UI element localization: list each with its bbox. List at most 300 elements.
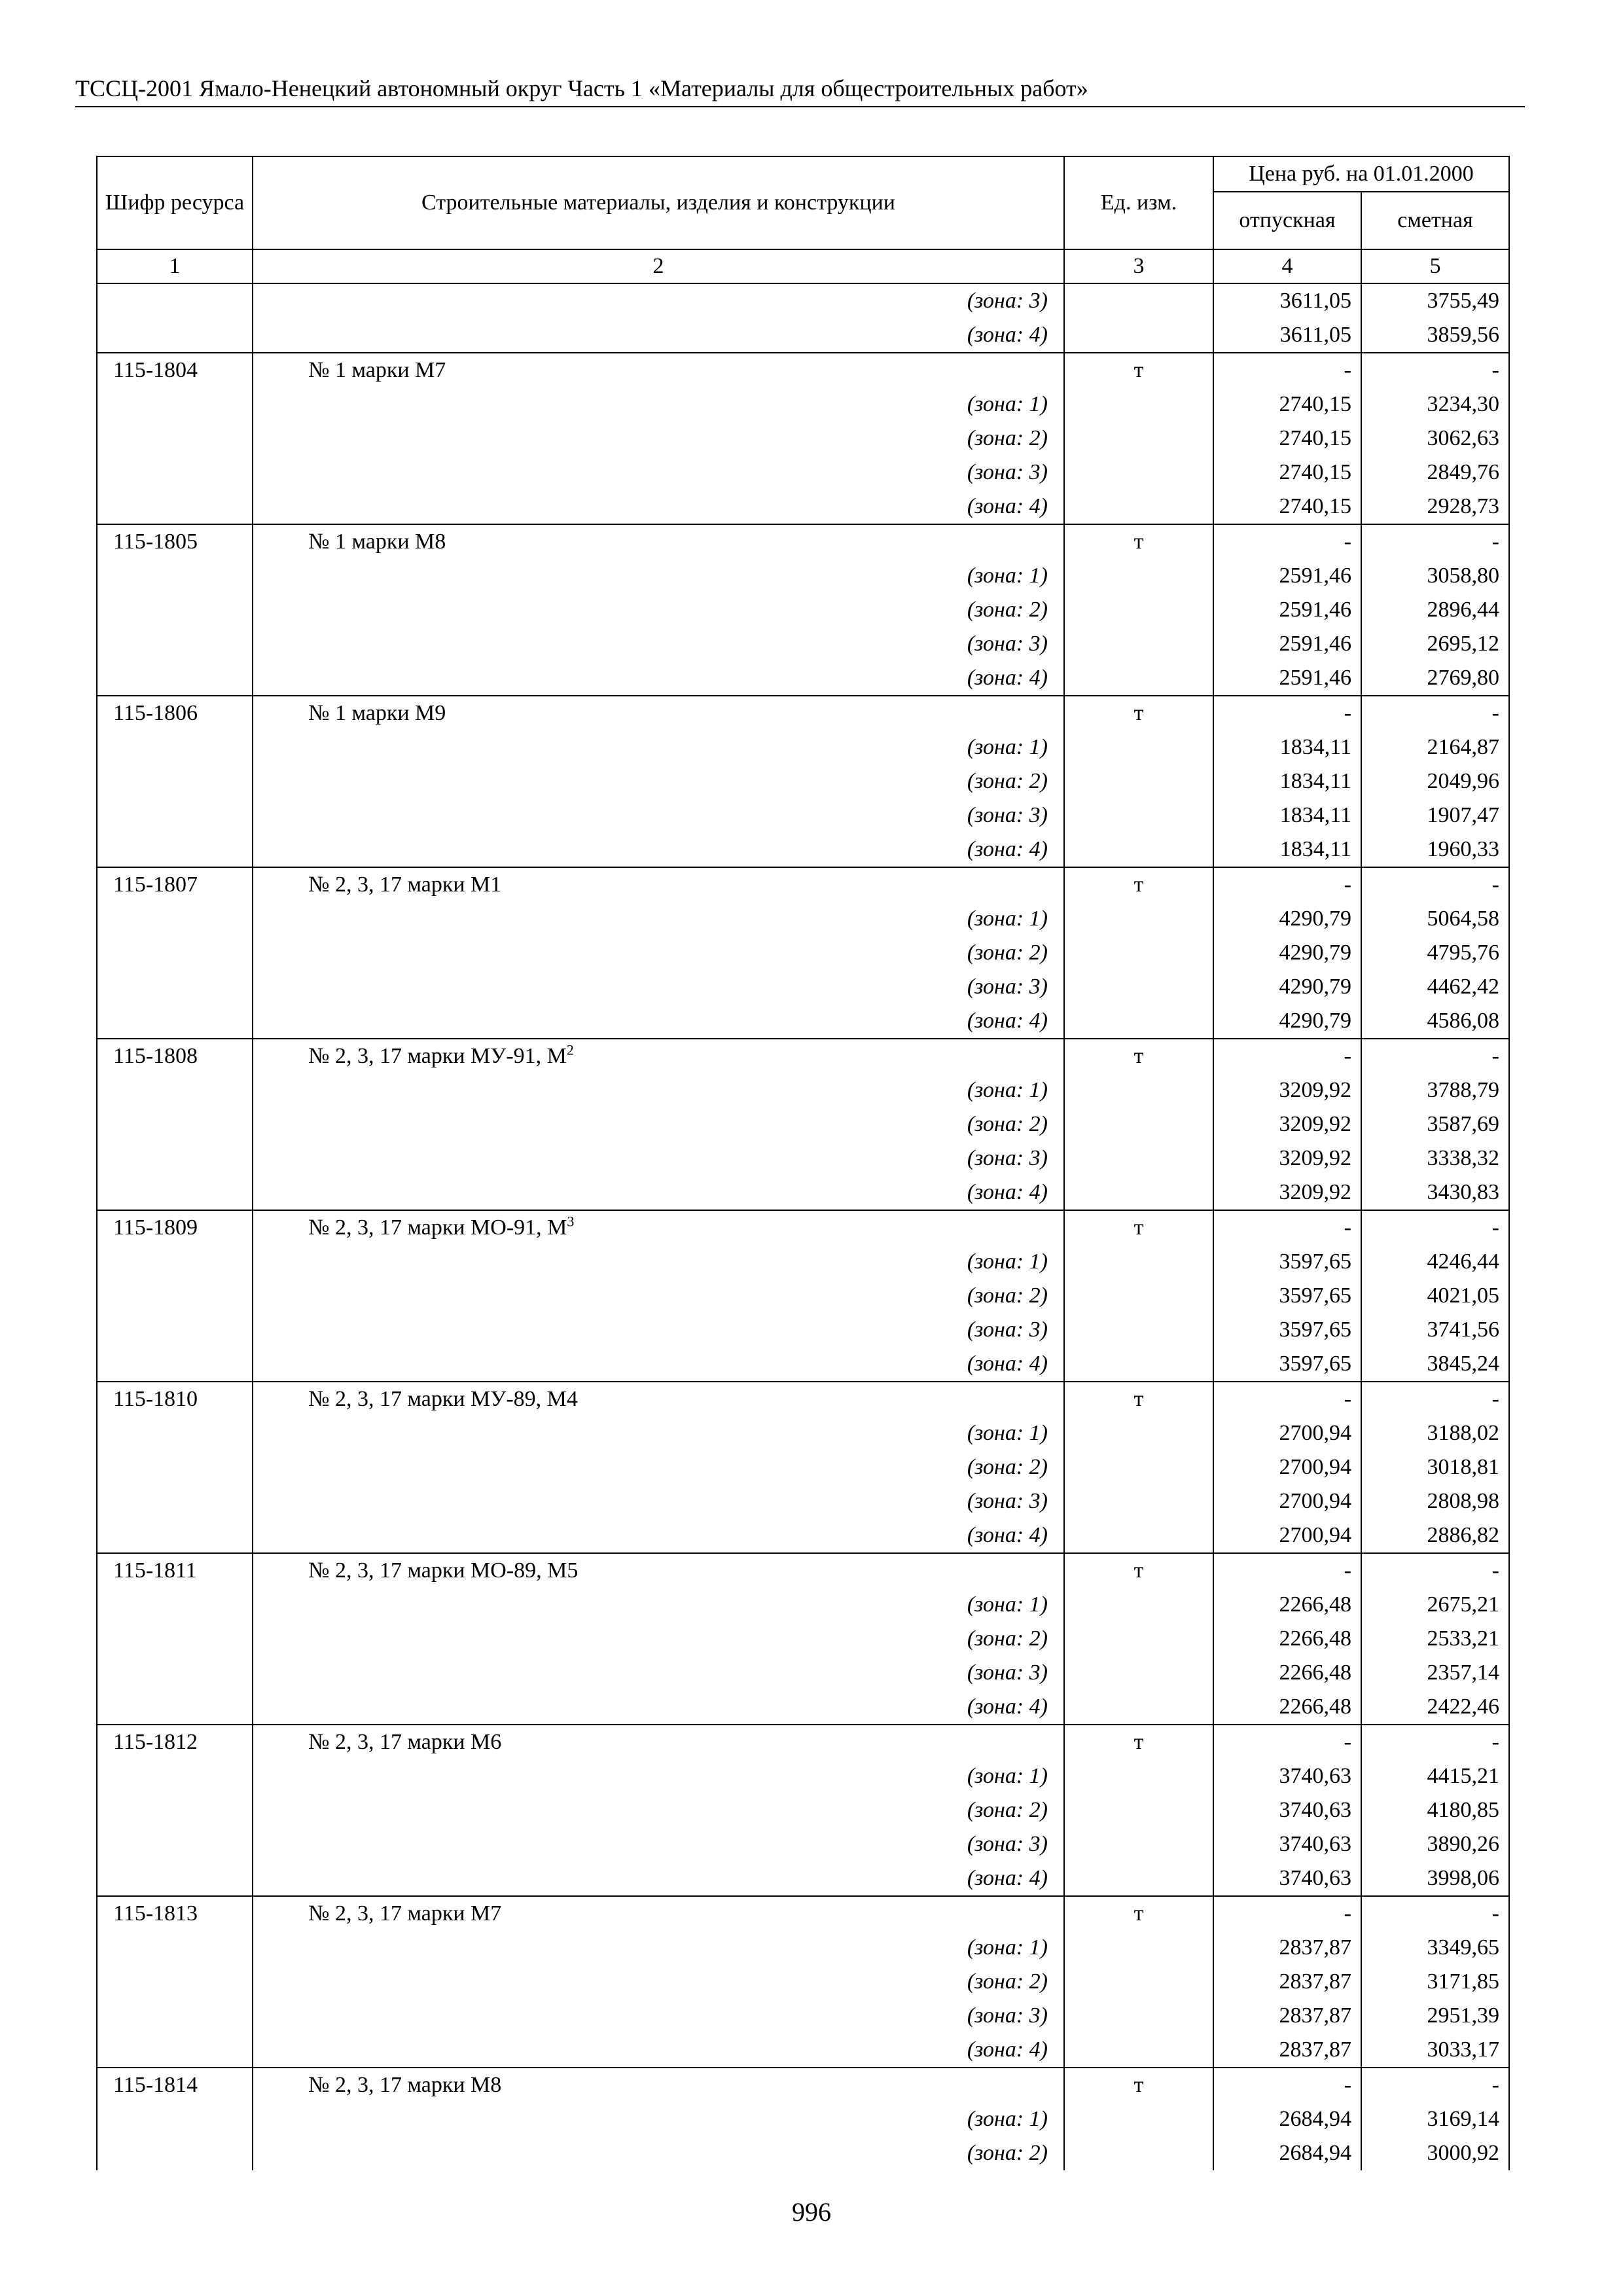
- unit-empty: [1064, 283, 1213, 318]
- unit-empty: [1064, 1175, 1213, 1210]
- unit-empty: [1064, 1793, 1213, 1827]
- zone-row: [97, 936, 1509, 970]
- zone-row: [97, 1793, 1509, 1827]
- zone-label: (зона: 3): [253, 1141, 1064, 1175]
- zone-row: [97, 833, 1509, 867]
- release-price: 3597,65: [1213, 1347, 1361, 1382]
- zone-label: (зона: 3): [253, 283, 1064, 318]
- table-row: [97, 1896, 1509, 1931]
- zone-label: (зона: 2): [253, 764, 1064, 798]
- resource-code-empty: [97, 1861, 253, 1896]
- zone-row: [97, 1416, 1509, 1450]
- zone-label: (зона: 2): [253, 936, 1064, 970]
- zone-label: (зона: 4): [253, 833, 1064, 867]
- zone-label: (зона: 4): [253, 490, 1064, 524]
- release-price: 2700,94: [1213, 1416, 1361, 1450]
- material-name: [253, 2068, 1064, 2102]
- col-number: 4: [1213, 249, 1361, 283]
- release-price: -: [1213, 1553, 1361, 1588]
- release-price: 3740,63: [1213, 1861, 1361, 1896]
- resource-code-empty: [97, 1004, 253, 1039]
- unit-empty: [1064, 730, 1213, 764]
- release-price: -: [1213, 696, 1361, 730]
- resource-code-empty: [97, 970, 253, 1004]
- zone-row: [97, 764, 1509, 798]
- estimate-price: -: [1361, 1210, 1509, 1245]
- price-table-wrapper: [96, 156, 1508, 2170]
- unit-empty: [1064, 456, 1213, 490]
- zone-label: (зона: 3): [253, 798, 1064, 833]
- zone-row: [97, 1245, 1509, 1279]
- resource-code-empty: [97, 1141, 253, 1175]
- release-price: 2740,15: [1213, 387, 1361, 422]
- unit-empty: [1064, 1245, 1213, 1279]
- zone-row: [97, 490, 1509, 524]
- zone-label: (зона: 1): [253, 2102, 1064, 2136]
- release-price: 2266,48: [1213, 1588, 1361, 1622]
- resource-code-empty: [97, 1690, 253, 1725]
- estimate-price: 1960,33: [1361, 833, 1509, 867]
- zone-label: (зона: 3): [253, 1827, 1064, 1861]
- resource-code-empty: [97, 593, 253, 627]
- unit-empty: [1064, 1313, 1213, 1347]
- release-price: -: [1213, 1896, 1361, 1931]
- zone-label: (зона: 1): [253, 1588, 1064, 1622]
- zone-row: [97, 1965, 1509, 1999]
- estimate-price: 2422,46: [1361, 1690, 1509, 1725]
- estimate-price: 4586,08: [1361, 1004, 1509, 1039]
- estimate-price: 2808,98: [1361, 1484, 1509, 1518]
- estimate-price: -: [1361, 353, 1509, 387]
- unit-empty: [1064, 936, 1213, 970]
- resource-code-empty: [97, 387, 253, 422]
- release-price: 2837,87: [1213, 1931, 1361, 1965]
- zone-row: [97, 1518, 1509, 1553]
- resource-code-empty: [97, 559, 253, 593]
- resource-code-empty: [97, 283, 253, 318]
- release-price: -: [1213, 2068, 1361, 2102]
- release-price: 2700,94: [1213, 1450, 1361, 1484]
- release-price: -: [1213, 524, 1361, 559]
- estimate-price: 3845,24: [1361, 1347, 1509, 1382]
- estimate-price: 3338,32: [1361, 1141, 1509, 1175]
- unit-empty: [1064, 1141, 1213, 1175]
- estimate-price: 3171,85: [1361, 1965, 1509, 1999]
- release-price: 4290,79: [1213, 1004, 1361, 1039]
- col-header-price: Цена руб. на 01.01.2000: [1213, 156, 1509, 192]
- resource-code: 115-1808: [97, 1039, 253, 1073]
- zone-label: (зона: 1): [253, 1073, 1064, 1107]
- resource-code-empty: [97, 456, 253, 490]
- resource-code: 115-1812: [97, 1725, 253, 1759]
- resource-code-empty: [97, 1484, 253, 1518]
- unit-empty: [1064, 1004, 1213, 1039]
- estimate-price: -: [1361, 1896, 1509, 1931]
- release-price: 2684,94: [1213, 2136, 1361, 2170]
- zone-row: [97, 593, 1509, 627]
- zone-row: [97, 422, 1509, 456]
- unit-empty: [1064, 2102, 1213, 2136]
- zone-row: [97, 1279, 1509, 1313]
- estimate-price: 3998,06: [1361, 1861, 1509, 1896]
- resource-code-empty: [97, 902, 253, 936]
- estimate-price: 1907,47: [1361, 798, 1509, 833]
- release-price: 2740,15: [1213, 490, 1361, 524]
- estimate-price: 2049,96: [1361, 764, 1509, 798]
- resource-code: 115-1806: [97, 696, 253, 730]
- material-name-text: № 2, 3, 17 марки МО-89, М5: [308, 1558, 579, 1583]
- resource-code-empty: [97, 318, 253, 353]
- resource-code-empty: [97, 1450, 253, 1484]
- zone-row: [97, 283, 1509, 318]
- release-price: 2591,46: [1213, 627, 1361, 661]
- col-number: 3: [1064, 249, 1213, 283]
- unit-empty: [1064, 2033, 1213, 2068]
- resource-code-empty: [97, 1622, 253, 1656]
- resource-code: 115-1804: [97, 353, 253, 387]
- estimate-price: 3741,56: [1361, 1313, 1509, 1347]
- resource-code: 115-1809: [97, 1210, 253, 1245]
- resource-code-empty: [97, 627, 253, 661]
- unit-cell: т: [1064, 353, 1213, 387]
- zone-row: [97, 1588, 1509, 1622]
- release-price: -: [1213, 1382, 1361, 1416]
- release-price: 3209,92: [1213, 1073, 1361, 1107]
- unit-cell: т: [1064, 867, 1213, 902]
- zone-row: [97, 1690, 1509, 1725]
- material-name: [253, 1553, 1064, 1588]
- price-table: [96, 156, 1510, 2170]
- estimate-price: 3430,83: [1361, 1175, 1509, 1210]
- material-name: [253, 696, 1064, 730]
- zone-row: [97, 1347, 1509, 1382]
- zone-row: [97, 1141, 1509, 1175]
- unit-empty: [1064, 593, 1213, 627]
- zone-label: (зона: 2): [253, 593, 1064, 627]
- unit-empty: [1064, 627, 1213, 661]
- unit-empty: [1064, 387, 1213, 422]
- page-header: ТССЦ-2001 Ямало-Ненецкий автономный округ Часть 1 «Материалы для общестроительных работ»: [75, 72, 1525, 107]
- material-name: [253, 1039, 1064, 1073]
- col-header-name: Строительные материалы, изделия и конструкции: [253, 156, 1064, 249]
- estimate-price: 2164,87: [1361, 730, 1509, 764]
- estimate-price: 3349,65: [1361, 1931, 1509, 1965]
- zone-label: (зона: 3): [253, 970, 1064, 1004]
- unit-empty: [1064, 1656, 1213, 1690]
- resource-code-empty: [97, 1965, 253, 1999]
- zone-label: (зона: 1): [253, 559, 1064, 593]
- estimate-price: -: [1361, 1553, 1509, 1588]
- resource-code-empty: [97, 1518, 253, 1553]
- material-name-text: № 1 марки М9: [308, 701, 446, 725]
- unit-empty: [1064, 1759, 1213, 1793]
- zone-row: [97, 1450, 1509, 1484]
- resource-code-empty: [97, 2102, 253, 2136]
- material-name: [253, 1896, 1064, 1931]
- release-price: 2684,94: [1213, 2102, 1361, 2136]
- resource-code-empty: [97, 1347, 253, 1382]
- zone-label: (зона: 4): [253, 1861, 1064, 1896]
- unit-empty: [1064, 1279, 1213, 1313]
- zone-label: (зона: 4): [253, 318, 1064, 353]
- zone-row: [97, 1861, 1509, 1896]
- zone-label: (зона: 4): [253, 2033, 1064, 2068]
- zone-row: [97, 1107, 1509, 1141]
- zone-label: (зона: 1): [253, 1931, 1064, 1965]
- unit-empty: [1064, 1073, 1213, 1107]
- col-header-estimate: сметная: [1361, 192, 1509, 249]
- material-name-text: № 2, 3, 17 марки М6: [308, 1730, 502, 1754]
- release-price: -: [1213, 1039, 1361, 1073]
- zone-row: [97, 798, 1509, 833]
- estimate-price: 3000,92: [1361, 2136, 1509, 2170]
- resource-code-empty: [97, 833, 253, 867]
- resource-code-empty: [97, 1279, 253, 1313]
- unit-empty: [1064, 318, 1213, 353]
- zone-label: (зона: 1): [253, 1759, 1064, 1793]
- table-row: [97, 2068, 1509, 2102]
- table-row: [97, 867, 1509, 902]
- release-price: 1834,11: [1213, 833, 1361, 867]
- zone-label: (зона: 3): [253, 627, 1064, 661]
- zone-row: [97, 1073, 1509, 1107]
- zone-row: [97, 1656, 1509, 1690]
- zone-label: (зона: 2): [253, 1279, 1064, 1313]
- estimate-price: 2849,76: [1361, 456, 1509, 490]
- estimate-price: 4415,21: [1361, 1759, 1509, 1793]
- unit-empty: [1064, 661, 1213, 696]
- resource-code-empty: [97, 2136, 253, 2170]
- resource-code-empty: [97, 1999, 253, 2033]
- release-price: 2740,15: [1213, 422, 1361, 456]
- resource-code-empty: [97, 764, 253, 798]
- zone-row: [97, 1484, 1509, 1518]
- release-price: 1834,11: [1213, 730, 1361, 764]
- resource-code: 115-1807: [97, 867, 253, 902]
- zone-row: [97, 1999, 1509, 2033]
- release-price: -: [1213, 353, 1361, 387]
- unit-cell: т: [1064, 1382, 1213, 1416]
- unit-empty: [1064, 1999, 1213, 2033]
- zone-label: (зона: 4): [253, 661, 1064, 696]
- table-row: [97, 696, 1509, 730]
- table-row: [97, 1382, 1509, 1416]
- zone-label: (зона: 2): [253, 1965, 1064, 1999]
- estimate-price: 3890,26: [1361, 1827, 1509, 1861]
- estimate-price: 3033,17: [1361, 2033, 1509, 2068]
- unit-empty: [1064, 1622, 1213, 1656]
- zone-label: (зона: 2): [253, 1793, 1064, 1827]
- unit-cell: т: [1064, 2068, 1213, 2102]
- release-price: 3740,63: [1213, 1759, 1361, 1793]
- zone-label: (зона: 2): [253, 1622, 1064, 1656]
- zone-row: [97, 1313, 1509, 1347]
- estimate-price: 3058,80: [1361, 559, 1509, 593]
- release-price: 3597,65: [1213, 1313, 1361, 1347]
- estimate-price: -: [1361, 867, 1509, 902]
- release-price: 3611,05: [1213, 318, 1361, 353]
- unit-empty: [1064, 1416, 1213, 1450]
- resource-code: 115-1814: [97, 2068, 253, 2102]
- unit-cell: т: [1064, 1725, 1213, 1759]
- zone-row: [97, 730, 1509, 764]
- table-row: [97, 524, 1509, 559]
- zone-label: (зона: 3): [253, 1313, 1064, 1347]
- zone-row: [97, 456, 1509, 490]
- zone-label: (зона: 4): [253, 1690, 1064, 1725]
- resource-code-empty: [97, 1793, 253, 1827]
- release-price: -: [1213, 867, 1361, 902]
- zone-label: (зона: 3): [253, 1656, 1064, 1690]
- release-price: 2700,94: [1213, 1518, 1361, 1553]
- estimate-price: 3788,79: [1361, 1073, 1509, 1107]
- estimate-price: 3018,81: [1361, 1450, 1509, 1484]
- estimate-price: 3188,02: [1361, 1416, 1509, 1450]
- material-name-text: № 1 марки М7: [308, 358, 446, 382]
- resource-code-empty: [97, 1827, 253, 1861]
- estimate-price: -: [1361, 1039, 1509, 1073]
- unit-empty: [1064, 1450, 1213, 1484]
- release-price: 4290,79: [1213, 936, 1361, 970]
- estimate-price: 3859,56: [1361, 318, 1509, 353]
- resource-code-empty: [97, 661, 253, 696]
- unit-empty: [1064, 833, 1213, 867]
- material-name: [253, 353, 1064, 387]
- col-number: 1: [97, 249, 253, 283]
- col-header-release: отпускная: [1213, 192, 1361, 249]
- unit-cell: т: [1064, 524, 1213, 559]
- resource-code-empty: [97, 1931, 253, 1965]
- estimate-price: 2357,14: [1361, 1656, 1509, 1690]
- material-name: [253, 1725, 1064, 1759]
- zone-row: [97, 1004, 1509, 1039]
- resource-code-empty: [97, 422, 253, 456]
- estimate-price: -: [1361, 1725, 1509, 1759]
- col-header-code: Шифр ресурса: [97, 156, 253, 249]
- estimate-price: 3234,30: [1361, 387, 1509, 422]
- material-name-text: № 2, 3, 17 марки М7: [308, 1901, 502, 1926]
- release-price: 2591,46: [1213, 593, 1361, 627]
- material-name: [253, 867, 1064, 902]
- unit-cell: т: [1064, 696, 1213, 730]
- resource-code-empty: [97, 1656, 253, 1690]
- unit-cell: т: [1064, 1896, 1213, 1931]
- resource-code-empty: [97, 1313, 253, 1347]
- zone-label: (зона: 1): [253, 1416, 1064, 1450]
- zone-row: [97, 1759, 1509, 1793]
- unit-empty: [1064, 1484, 1213, 1518]
- zone-row: [97, 2102, 1509, 2136]
- estimate-price: 2675,21: [1361, 1588, 1509, 1622]
- zone-label: (зона: 4): [253, 1347, 1064, 1382]
- release-price: 3209,92: [1213, 1175, 1361, 1210]
- zone-label: (зона: 4): [253, 1518, 1064, 1553]
- zone-label: (зона: 3): [253, 1999, 1064, 2033]
- zone-label: (зона: 2): [253, 1107, 1064, 1141]
- unit-cell: т: [1064, 1553, 1213, 1588]
- release-price: 2591,46: [1213, 661, 1361, 696]
- estimate-price: 3587,69: [1361, 1107, 1509, 1141]
- zone-row: [97, 559, 1509, 593]
- release-price: 3611,05: [1213, 283, 1361, 318]
- footnote-mark: 3: [567, 1213, 575, 1230]
- material-name-text: № 1 марки М8: [308, 529, 446, 554]
- material-name: [253, 1382, 1064, 1416]
- estimate-price: -: [1361, 2068, 1509, 2102]
- resource-code: 115-1813: [97, 1896, 253, 1931]
- estimate-price: 4180,85: [1361, 1793, 1509, 1827]
- release-price: 3209,92: [1213, 1141, 1361, 1175]
- zone-row: [97, 318, 1509, 353]
- release-price: 2837,87: [1213, 2033, 1361, 2068]
- zone-row: [97, 970, 1509, 1004]
- resource-code-empty: [97, 2033, 253, 2068]
- material-name-text: № 2, 3, 17 марки М8: [308, 2073, 502, 2097]
- zone-label: (зона: 2): [253, 1450, 1064, 1484]
- col-number: 2: [253, 249, 1064, 283]
- zone-row: [97, 902, 1509, 936]
- estimate-price: 4462,42: [1361, 970, 1509, 1004]
- zone-label: (зона: 3): [253, 456, 1064, 490]
- table-row: [97, 1210, 1509, 1245]
- release-price: 2266,48: [1213, 1656, 1361, 1690]
- zone-label: (зона: 1): [253, 387, 1064, 422]
- zone-row: [97, 1931, 1509, 1965]
- resource-code-empty: [97, 1759, 253, 1793]
- zone-label: (зона: 1): [253, 730, 1064, 764]
- estimate-price: 2951,39: [1361, 1999, 1509, 2033]
- estimate-price: 2896,44: [1361, 593, 1509, 627]
- resource-code-empty: [97, 1588, 253, 1622]
- release-price: 3597,65: [1213, 1279, 1361, 1313]
- unit-empty: [1064, 422, 1213, 456]
- unit-empty: [1064, 1518, 1213, 1553]
- release-price: -: [1213, 1210, 1361, 1245]
- unit-empty: [1064, 1965, 1213, 1999]
- material-name-text: № 2, 3, 17 марки М1: [308, 872, 502, 897]
- release-price: 4290,79: [1213, 902, 1361, 936]
- release-price: 4290,79: [1213, 970, 1361, 1004]
- zone-row: [97, 2136, 1509, 2170]
- unit-empty: [1064, 764, 1213, 798]
- material-name-text: № 2, 3, 17 марки МО-91, М: [308, 1215, 567, 1240]
- estimate-price: -: [1361, 696, 1509, 730]
- table-row: [97, 1039, 1509, 1073]
- zone-label: (зона: 1): [253, 902, 1064, 936]
- table-row: [97, 1725, 1509, 1759]
- estimate-price: 4021,05: [1361, 1279, 1509, 1313]
- zone-label: (зона: 3): [253, 1484, 1064, 1518]
- table-body: [97, 283, 1509, 2170]
- resource-code-empty: [97, 730, 253, 764]
- release-price: 2740,15: [1213, 456, 1361, 490]
- release-price: 2700,94: [1213, 1484, 1361, 1518]
- unit-cell: т: [1064, 1210, 1213, 1245]
- unit-empty: [1064, 1931, 1213, 1965]
- resource-code: 115-1805: [97, 524, 253, 559]
- estimate-price: -: [1361, 1382, 1509, 1416]
- unit-empty: [1064, 798, 1213, 833]
- resource-code-empty: [97, 1245, 253, 1279]
- unit-cell: т: [1064, 1039, 1213, 1073]
- col-header-unit: Ед. изм.: [1064, 156, 1213, 249]
- unit-empty: [1064, 1347, 1213, 1382]
- zone-label: (зона: 2): [253, 422, 1064, 456]
- estimate-price: 4795,76: [1361, 936, 1509, 970]
- zone-row: [97, 1175, 1509, 1210]
- zone-row: [97, 661, 1509, 696]
- unit-empty: [1064, 490, 1213, 524]
